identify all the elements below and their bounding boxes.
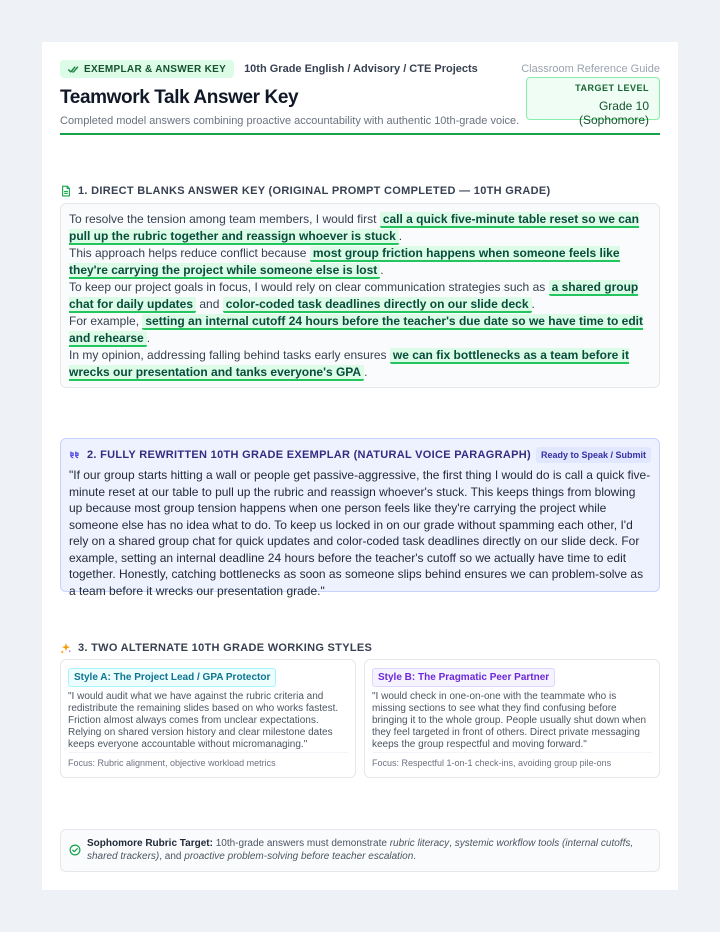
answer-sentence-2: This approach helps reduce conflict because most group friction happens when someone feels like they're carrying the project while someone else is lost . [69,246,620,277]
filled-blank: call a quick five-minute table reset so we can pull up the rubric together and reassign whoever is stuck [69,212,639,243]
ready-badge: Ready to Speak / Submit [536,447,651,463]
working-styles [60,659,660,778]
target-level-box: TARGET LEVEL Grade 10 (Sophomore) [526,77,660,120]
page-title: Teamwork Talk Answer Key [60,87,299,108]
reference-page [42,42,678,890]
answer-sentence-4: For example, setting an internal cutoff 24 hours before the teacher's due date so we have time to edit and rehearse . [69,314,643,345]
check-circle-icon [69,844,81,856]
section1-heading: 1. DIRECT BLANKS ANSWER KEY (ORIGINAL PROMPT COMPLETED — 10TH GRADE) [60,185,660,197]
page-subtitle: Completed model answers combining proactive accountability with authentic 10th-grade voice. [60,115,520,127]
rubric-label: Sophomore Rubric Target: [87,838,213,849]
filled-blank: most group friction happens when someone feels like they're carrying the project while someone else is lost [69,246,620,277]
style-focus: Focus: Respectful 1-on-1 check-ins, avoiding group pile-ons [372,752,652,768]
target-level-value: Grade 10 (Sophomore) [578,99,649,127]
header-top-row [60,60,660,78]
rubric-target-note: Sophomore Rubric Target: 10th-grade answers must demonstrate rubric literacy, systemic workflow tools (internal cutoffs, shared trackers), and proactive problem-solving before teacher escalation. [60,829,660,872]
style-card-a [60,659,356,778]
header-divider [60,133,660,135]
style-quote: "I would check in one-on-one with the teammate who is missing sections to see what they find confusing before bringing it to the whole group. People usually shut down when they feel targeted in front of others. Direct private messaging keeps the group respectful and moving forward." [372,691,647,750]
style-card-b [364,659,660,778]
style-tag: Style B: The Pragmatic Peer Partner [372,668,555,687]
filled-blank: a shared group chat for daily updates [69,280,639,311]
course-label: 10th Grade English / Advisory / CTE Projects [244,63,478,75]
filled-blank: we can fix bottlenecks as a team before it wrecks our presentation and tanks everyone's GPA [69,348,629,379]
sparkles-icon [60,642,72,654]
answer-sentence-1: To resolve the tension among team members, I would first call a quick five-minute table reset so we can pull up the rubric together and reassign whoever is stuck . [69,212,639,243]
style-quote: "I would audit what we have against the rubric criteria and redistribute the remaining slides based on who works fastest. Friction almost always comes from unclear expectations. Relying on shared version history and clear milestone dates keeps everyone accountable without micromanaging." [68,691,339,750]
style-focus: Focus: Rubric alignment, objective workload metrics [68,752,348,768]
document-icon [60,185,72,197]
style-tag: Style A: The Project Lead / GPA Protector [68,668,276,687]
exemplar-card [60,438,660,598]
answer-sentence-3: To keep our project goals in focus, I would rely on clear communication strategies such as a shared group chat for daily updates and color-coded task deadlines directly on our slide deck . [69,280,639,311]
double-check-icon [68,64,79,75]
answer-key-card [60,203,660,388]
exemplar-paragraph: "If our group starts hitting a wall or people get passive-aggressive, the first thing I would do is call a quick five-minute reset at our table to pull up the rubric and reassign whoever's stuck. This keeps things from blowing up because most group tension happens when one person feels like they're carrying the project while someone else has no idea what to do. To keep us locked in on our grade without spamming each other, I'd rely on a shared group chat for quick updates and color-coded task deadlines directly on our slide deck. For example, setting an internal deadline 24 hours before the teacher's cutoff so we actually have time to edit together. Honestly, catching bottlenecks as soon as someone slips behind ensures we can problem-solve as a team before it wrecks our presentation grade." [69,468,651,598]
exemplar-badge: EXEMPLAR & ANSWER KEY [60,60,234,78]
answer-sentence-5: In my opinion, addressing falling behind tasks early ensures we can fix bottlenecks as a team before it wrecks our presentation and tanks everyone's GPA . [69,348,629,379]
section3-heading: 3. TWO ALTERNATE 10TH GRADE WORKING STYLES [60,642,660,654]
quote-icon [69,449,81,461]
filled-blank: setting an internal cutoff 24 hours before the teacher's due date so we have time to edit and rehearse [69,314,643,345]
filled-blank: color-coded task deadlines directly on our slide deck [223,297,532,313]
section2-heading: 2. FULLY REWRITTEN 10TH GRADE EXEMPLAR (NATURAL VOICE PARAGRAPH) [69,449,531,461]
guide-label: Classroom Reference Guide [521,63,660,75]
